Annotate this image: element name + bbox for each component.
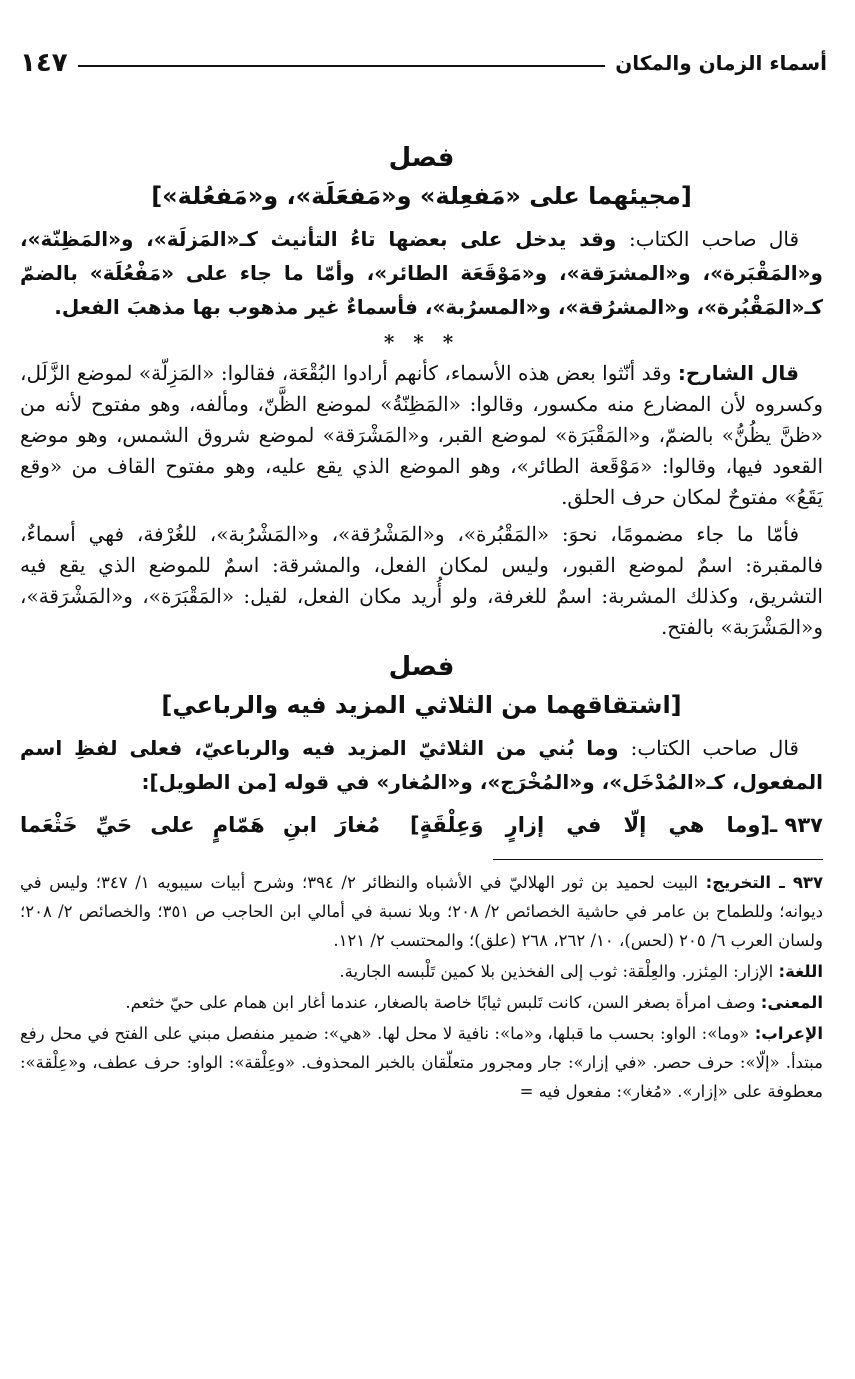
section2-subtitle: [اشتقاقهما من الثلاثي المزيد فيه والرباعي] (161, 691, 682, 719)
footnotes (20, 868, 823, 1106)
section1-title: فصل (388, 143, 455, 173)
main-text (20, 140, 827, 1106)
matn-intro: قال صاحب الكتاب: (630, 736, 799, 760)
matn-intro: قال صاحب الكتاب: (629, 227, 800, 251)
footnote-irab (20, 1019, 823, 1106)
header-rule (78, 65, 606, 67)
footnote-text: وصف امرأة بصغر السن، كانت تَلبس ثيابًا خاصة بالصغار، عندما أغار ابن همام على حيّ خثعم. (125, 993, 761, 1012)
section1-subtitle: [مجيئهما على «مَفعِلة» و«مَفعَلَة»، و«مَفعُلة»] (151, 182, 692, 210)
footnote-separator (493, 859, 823, 860)
matn-text: وقد يدخل على بعضها تاءُ التأنيث كـ«المَزلَة»، و«المَظِنّة»، و«المَقْبَرة»، و«المشرَقة»، و«مَوْقَعَة الطائر»، وأمّا ما جاء على «مَفْعُلَة» بالضمّ كـ«المَقْبُرة»، و«المشرُقة»، و«المسرُبة»، فأسماءٌ غير مذهوب بها مذهبَ الفعل. (20, 227, 823, 319)
section-divider-stars: * * * (383, 330, 460, 354)
footnote-label: الإعراب: (754, 1024, 823, 1043)
footnote-text: «وما»: الواو: بحسب ما قبلها، و«ما»: نافية لا محل لها. «هي»: ضمير منفصل مبني على الفتح في محل رفع مبتدأ. «إلّا»: حرف حصر. «في إزار»: جار ومجرور متعلّقان بالخبر المحذوف. «وعِلْقة»: الواو: حرف عطف، و«عِلْقة»: معطوفة على «إزار». «مُغار»: مفعول فيه = (20, 1024, 823, 1101)
sharh-paragraph-1 (20, 358, 823, 513)
sharh-text-1: وقد أنّثوا بعض هذه الأسماء، كأنهم أرادوا البُقْعَة، فقالوا: «المَزِلّة» لموضع الزَّلَل، وكسروه لأن المضارع منه مكسور، وقالوا: «المَظِنّةُ» لموضع الظَّنّ، ومألفه، وهو مفتوح لأنه من «ظنَّ يظُنُّ» بالضمّ، و«المَقْبَرَة» لموضع القبر، و«المَشْرَقة» لموضع شروق الشمس، وهو موضع القعود فيها، وقالوا: «مَوْقَعة الطائر»، وهو الموضع الذي يقع عليه، وهو مفتوح القاف من «وقع يَقَعُ» مفتوحٌ لمكان حرف الحلق. (20, 361, 823, 509)
footnote-takhrij (20, 868, 823, 955)
footnote-label: ٩٣٧ ـ التخريج: (705, 873, 824, 892)
footnote-text: الإزار: المِئزر. والعِلْقة: ثوب إلى الفخذين بلا كمين تَلْبسه الجارية. (339, 962, 779, 981)
footnote-lugha (20, 957, 823, 986)
matn-text: وما بُني من الثلاثيّ المزيد فيه والرباعيّ، فعلى لفظِ اسم المفعول، كـ«المُدْخَل»، و«المُخْرَج»، و«المُغار» في قوله [من الطويل]: (20, 736, 823, 794)
verse-second-hemistich: مُغارَ ابنِ هَمّامٍ على حَيِّ خَثْعَما (19, 813, 381, 837)
book-page (20, 38, 827, 1108)
sharh-paragraph-2: فأمّا ما جاء مضمومًا، نحوَ: «المَقْبُرة»، و«المَشْرُقة»، و«المَشْرُبة»، للغُرْفة، فهي أسماءٌ، فالمقبرة: اسمٌ لموضع القبور، وليس لمكان الفعل، والمشرقة: اسمٌ للموضع الذي يقع فيه التشريق، وكذلك المشربة: اسمٌ للغرفة، ولو أُريد مكان الفعل، لقيل: «المَقْبَرَة»، و«المَشْرَقة»، و«المَشْرَبة» بالفتح. (20, 522, 823, 639)
footnote-text: البيت لحميد بن ثور الهلاليّ في الأشباه والنظائر ٢/ ٣٩٤؛ وشرح أبيات سيبويه ١/ ٣٤٧؛ وليس في ديوانه؛ وللطماح بن عامر في حاشية الخصائص ٢/ ٢٠٨؛ وبلا نسبة في أمالي ابن الحاجب ص ٣٥١؛ والخصائص ٢/ ٢٠٨؛ ولسان العرب ٦/ ٢٠٥ (لحس)، ١٠/ ٢٦٢، ٢٦٨ (علق)؛ والمحتسب ٢/ ١٢١. (20, 873, 824, 950)
section2-matn (20, 731, 823, 799)
sharh-lead: قال الشارح: (677, 361, 799, 385)
page-number: ١٤٧ (20, 48, 68, 78)
verse-first-hemistich: [وما هي إلّا في إزارٍ وَعِلْقَةٍ] (410, 813, 771, 837)
footnote-maana (20, 988, 823, 1017)
section2-title: فصل (388, 652, 455, 682)
poetry-verse (20, 807, 823, 843)
footnote-label: المعنى: (760, 993, 823, 1012)
section1-matn (20, 222, 823, 324)
footnote-label: اللغة: (778, 962, 823, 981)
page-header (20, 38, 827, 88)
verse-number: ٩٣٧ ـ (770, 813, 823, 837)
running-title: أسماء الزمان والمكان (615, 51, 827, 75)
